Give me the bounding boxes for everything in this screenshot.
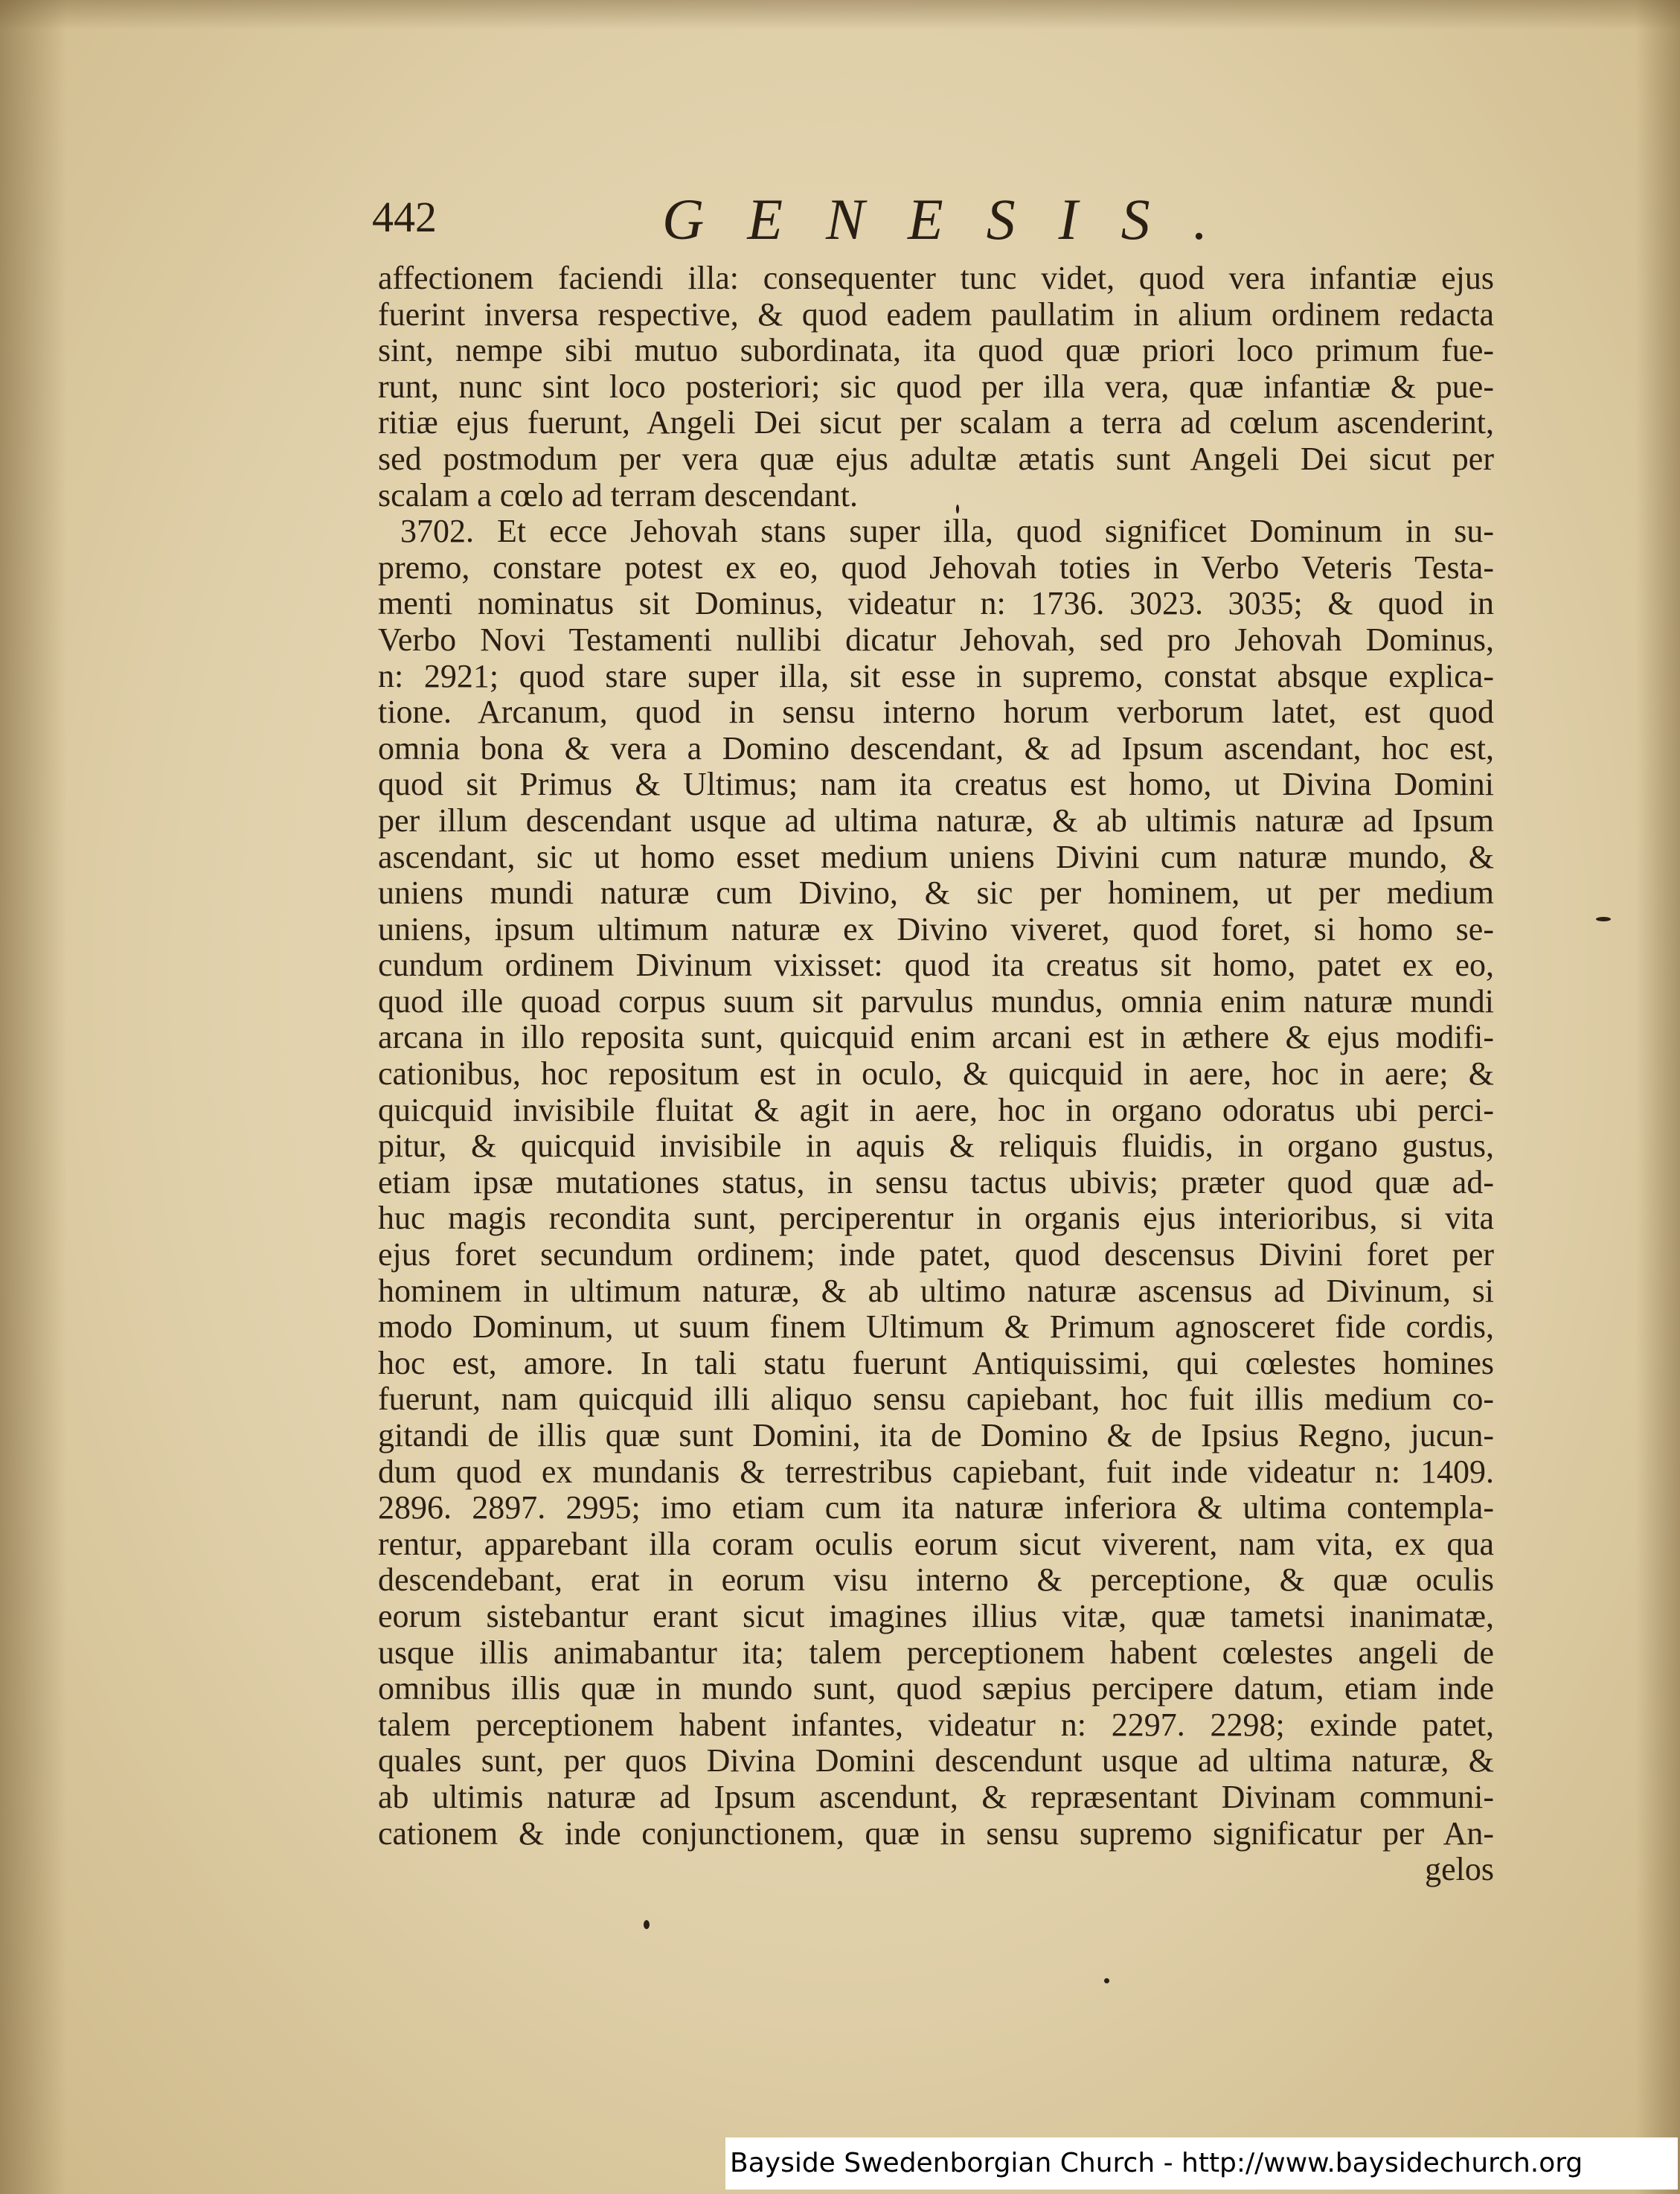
text-line: runt, nunc sint loco posteriori; sic quod per illa vera, quæ infantiæ & pue- bbox=[378, 368, 1494, 405]
text-line: quales sunt, per quos Divina Domini descendunt usque ad ultima naturæ, & bbox=[378, 1743, 1494, 1779]
text-line: cationem & inde conjunctionem, quæ in sensu supremo significatur per An- bbox=[378, 1815, 1494, 1852]
page-edge-shadow bbox=[1635, 0, 1680, 2194]
text-line: uniens mundi naturæ cum Divino, & sic per hominem, ut per medium bbox=[378, 875, 1494, 912]
paragraph-start-line: 3702. Et ecce Jehovah stans super illa, quod significet Dominum in su- bbox=[400, 514, 1494, 550]
text-line: scalam a cœlo ad terram descendant. bbox=[378, 477, 859, 514]
running-title: GENESIS. bbox=[662, 187, 1251, 252]
text-line: affectionem faciendi illa: consequenter tunc videt, quod vera infantiæ ejus bbox=[378, 260, 1494, 296]
text-line: cationibus, hoc repositum est in oculo, & quicquid in aere, hoc in aere; & bbox=[378, 1056, 1494, 1093]
text-line: tione. Arcanum, quod in sensu interno horum verborum latet, est quod bbox=[378, 694, 1494, 731]
text-line: Verbo Novi Testamenti nullibi dicatur Jehovah, sed pro Jehovah Dominus, bbox=[378, 621, 1494, 658]
page-number: 442 bbox=[372, 193, 437, 241]
text-line: hominem in ultimum naturæ, & ab ultimo naturæ ascensus ad Divinum, si bbox=[378, 1273, 1494, 1309]
ink-speck bbox=[1104, 1978, 1109, 1983]
gutter-shadow bbox=[0, 0, 67, 2194]
page-header bbox=[372, 186, 1495, 253]
ink-speck bbox=[956, 505, 959, 514]
text-line: modo Dominum, ut suum finem Ultimum & Primum agnosceret fide cordis, bbox=[378, 1309, 1494, 1346]
text-line: usque illis animabantur ita; talem perceptionem habent cœlestes angeli de bbox=[378, 1634, 1494, 1671]
text-line: arcana in illo reposita sunt, quicquid enim arcani est in æthere & ejus modifi- bbox=[378, 1020, 1494, 1056]
text-line: etiam ipsæ mutationes status, in sensu tactus ubivis; præter quod quæ ad- bbox=[378, 1164, 1494, 1200]
text-line: talem perceptionem habent infantes, videatur n: 2297. 2298; exinde patet, bbox=[378, 1707, 1494, 1743]
ink-speck bbox=[644, 1920, 650, 1929]
text-line: rentur, apparebant illa coram oculis eorum sicut viverent, nam vita, ex qua bbox=[378, 1526, 1494, 1562]
text-line: 2896. 2897. 2995; imo etiam cum ita naturæ inferiora & ultima contempla- bbox=[378, 1490, 1494, 1526]
text-line: menti nominatus sit Dominus, videatur n: 1736. 3023. 3035; & quod in bbox=[378, 586, 1494, 622]
text-line: hoc est, amore. In tali statu fuerunt Antiquissimi, qui cœlestes homines bbox=[378, 1345, 1494, 1381]
text-line: n: 2921; quod stare super illa, sit esse in supremo, constat absque explica- bbox=[378, 658, 1494, 694]
text-line: omnia bona & vera a Domino descendant, & ad Ipsum ascendant, hoc est, bbox=[378, 730, 1494, 767]
text-line: quod ille quoad corpus suum sit parvulus mundus, omnia enim naturæ mundi bbox=[378, 983, 1494, 1020]
text-line: quicquid invisibile fluitat & agit in aere, hoc in organo odoratus ubi perci- bbox=[378, 1092, 1494, 1128]
text-line: uniens, ipsum ultimum naturæ ex Divino viveret, quod foret, si homo se- bbox=[378, 911, 1494, 947]
text-line: fuerint inversa respective, & quod eadem paullatim in alium ordinem redacta bbox=[378, 296, 1494, 333]
text-line: quod sit Primus & Ultimus; nam ita creatus est homo, ut Divina Domini bbox=[378, 767, 1494, 803]
ink-speck bbox=[1596, 917, 1611, 921]
text-line: pitur, & quicquid invisibile in aquis & reliquis fluidis, in organo gustus, bbox=[378, 1128, 1494, 1165]
text-line: cundum ordinem Divinum vixisset: quod ita creatus sit homo, patet ex eo, bbox=[378, 947, 1494, 984]
text-line: per illum descendant usque ad ultima naturæ, & ab ultimis naturæ ad Ipsum bbox=[378, 802, 1494, 839]
body-text bbox=[378, 260, 1494, 1888]
text-line: fuerunt, nam quicquid illi aliquo sensu capiebant, hoc fuit illis medium co- bbox=[378, 1381, 1494, 1418]
text-line: premo, constare potest ex eo, quod Jehovah toties in Verbo Veteris Testa- bbox=[378, 549, 1494, 586]
text-line: omnibus illis quæ in mundo sunt, quod sæpius percipere datum, etiam inde bbox=[378, 1671, 1494, 1707]
text-line: ejus foret secundum ordinem; inde patet, quod descensus Divini foret per bbox=[378, 1237, 1494, 1273]
text-line: ritiæ ejus fuerunt, Angeli Dei sicut per scalam a terra ad cœlum ascenderint, bbox=[378, 405, 1494, 441]
text-line: dum quod ex mundanis & terrestribus capiebant, fuit inde videatur n: 1409. bbox=[378, 1453, 1494, 1490]
watermark-caption: Bayside Swedenborgian Church - http://www.baysidechurch.org bbox=[725, 2137, 1678, 2190]
top-edge-shadow bbox=[0, 0, 1680, 30]
text-line: sint, nempe sibi mutuo subordinata, ita quod quæ priori loco primum fue- bbox=[378, 333, 1494, 369]
catchword: gelos bbox=[1425, 1852, 1494, 1888]
text-line: eorum sistebantur erant sicut imagines illius vitæ, quæ tametsi inanimatæ, bbox=[378, 1598, 1494, 1634]
text-line: gitandi de illis quæ sunt Domini, ita de Domino & de Ipsius Regno, jucun- bbox=[378, 1418, 1494, 1453]
text-line: ascendant, sic ut homo esset medium uniens Divini cum naturæ mundo, & bbox=[378, 839, 1494, 875]
text-line: ab ultimis naturæ ad Ipsum ascendunt, & repræsentant Divinam communi- bbox=[378, 1779, 1494, 1815]
text-line: sed postmodum per vera quæ ejus adultæ ætatis sunt Angeli Dei sicut per bbox=[378, 441, 1494, 477]
text-line: huc magis recondita sunt, perciperentur in organis ejus interioribus, si vita bbox=[378, 1200, 1494, 1237]
text-line: descendebant, erat in eorum visu interno & perceptione, & quæ oculis bbox=[378, 1562, 1494, 1599]
